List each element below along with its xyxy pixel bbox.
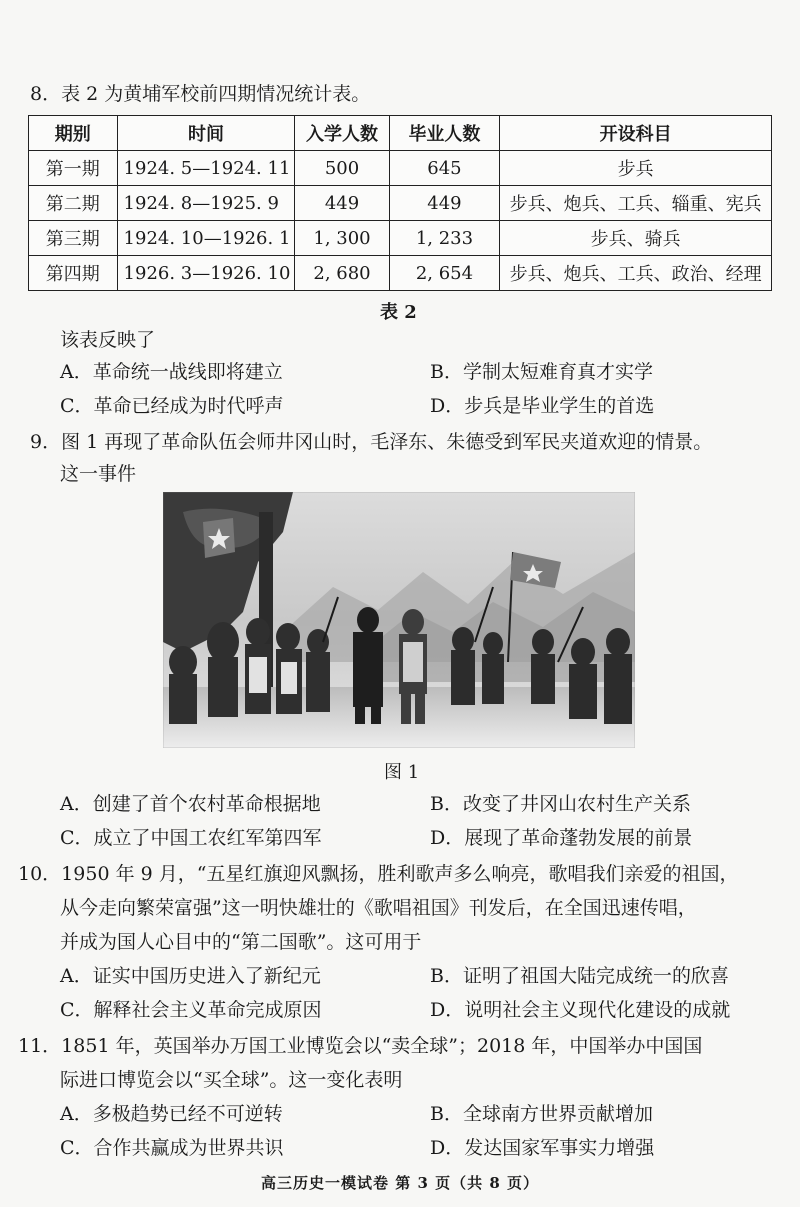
q8-option-c[interactable]: C．革命已经成为时代呼声 bbox=[60, 395, 284, 417]
q10-option-c[interactable]: C．解释社会主义革命完成原因 bbox=[60, 999, 322, 1021]
table-cell-subjects: 步兵、炮兵、工兵、辎重、宪兵 bbox=[500, 186, 772, 221]
figure-caption: 图 1 bbox=[384, 762, 420, 783]
table-cell-subjects: 步兵 bbox=[500, 151, 772, 186]
q8-option-d[interactable]: D．步兵是毕业学生的首选 bbox=[430, 395, 655, 417]
painting-illustration bbox=[163, 492, 635, 748]
table-cell-graduated: 645 bbox=[389, 151, 500, 186]
table-header-cell: 入学人数 bbox=[295, 116, 389, 151]
table-row bbox=[29, 186, 772, 221]
table-cell-period: 第二期 bbox=[29, 186, 118, 221]
q11-option-c[interactable]: C．合作共赢成为世界共识 bbox=[60, 1137, 284, 1159]
q9-option-a[interactable]: A．创建了首个农村革命根据地 bbox=[60, 793, 321, 815]
table-cell-subjects: 步兵、炮兵、工兵、政治、经理 bbox=[500, 256, 772, 291]
table-cell-graduated: 449 bbox=[389, 186, 500, 221]
table-cell-enrolled: 1, 300 bbox=[295, 221, 389, 256]
table-header-cell: 开设科目 bbox=[500, 116, 772, 151]
table-header-cell: 毕业人数 bbox=[389, 116, 500, 151]
table-cell-time: 1926. 3—1926. 10 bbox=[117, 256, 295, 291]
table-cell-period: 第三期 bbox=[29, 221, 118, 256]
q10-stem-line3: 并成为国人心目中的“第二国歌”。这可用于 bbox=[60, 931, 422, 953]
q8-table bbox=[28, 115, 772, 291]
page-footer: 高三历史一模试卷 第 3 页（共 8 页） bbox=[261, 1174, 539, 1192]
table-cell-time: 1924. 5—1924. 11 bbox=[117, 151, 295, 186]
q11-stem-line2: 际进口博览会以“买全球”。这一变化表明 bbox=[60, 1069, 403, 1091]
table-header-cell: 期别 bbox=[29, 116, 118, 151]
table-row bbox=[29, 151, 772, 186]
q10-option-b[interactable]: B．证明了祖国大陆完成统一的欣喜 bbox=[430, 965, 729, 987]
table-header-row bbox=[29, 116, 772, 151]
table-cell-time: 1924. 8—1925. 9 bbox=[117, 186, 295, 221]
table-header-cell: 时间 bbox=[117, 116, 295, 151]
q10-option-a[interactable]: A．证实中国历史进入了新纪元 bbox=[60, 965, 321, 987]
q8-option-a[interactable]: A．革命统一战线即将建立 bbox=[60, 361, 283, 383]
table-row bbox=[29, 256, 772, 291]
q10-stem-line2: 从今走向繁荣富强”这一明快雄壮的《歌唱祖国》刊发后，在全国迅速传唱， bbox=[60, 897, 697, 919]
table-row bbox=[29, 221, 772, 256]
q8-stem: 8．表 2 为黄埔军校前四期情况统计表。 bbox=[30, 83, 371, 105]
q10-stem-line1: 10．1950 年 9 月，“五星红旗迎风飘扬，胜利歌声多么响亮，歌唱我们亲爱的祖国， bbox=[18, 863, 739, 885]
q8-stem-continuation: 该表反映了 bbox=[60, 329, 156, 351]
table-cell-period: 第四期 bbox=[29, 256, 118, 291]
q11-option-a[interactable]: A．多极趋势已经不可逆转 bbox=[60, 1103, 283, 1125]
table-cell-subjects: 步兵、骑兵 bbox=[500, 221, 772, 256]
q9-option-b[interactable]: B．改变了井冈山农村生产关系 bbox=[430, 793, 691, 815]
q11-option-b[interactable]: B．全球南方世界贡献增加 bbox=[430, 1103, 653, 1125]
table-caption: 表 2 bbox=[380, 302, 417, 323]
table-cell-graduated: 2, 654 bbox=[389, 256, 500, 291]
q9-stem-line1: 9．图 1 再现了革命队伍会师井冈山时，毛泽东、朱德受到军民夹道欢迎的情景。 bbox=[30, 431, 713, 453]
table-cell-enrolled: 449 bbox=[295, 186, 389, 221]
q10-option-d[interactable]: D．说明社会主义现代化建设的成就 bbox=[430, 999, 731, 1021]
q9-stem-line2: 这一事件 bbox=[60, 463, 137, 485]
q11-stem-line1: 11．1851 年，英国举办万国工业博览会以“卖全球”；2018 年，中国举办中国国 bbox=[18, 1035, 703, 1057]
table-cell-graduated: 1, 233 bbox=[389, 221, 500, 256]
table-cell-enrolled: 500 bbox=[295, 151, 389, 186]
table-cell-time: 1924. 10—1926. 1 bbox=[117, 221, 295, 256]
q11-option-d[interactable]: D．发达国家军事实力增强 bbox=[430, 1137, 655, 1159]
q8-option-b[interactable]: B．学制太短难育真才实学 bbox=[430, 361, 653, 383]
table-cell-enrolled: 2, 680 bbox=[295, 256, 389, 291]
table-cell-period: 第一期 bbox=[29, 151, 118, 186]
figure-painting bbox=[163, 492, 635, 748]
q9-option-c[interactable]: C．成立了中国工农红军第四军 bbox=[60, 827, 322, 849]
q9-option-d[interactable]: D．展现了革命蓬勃发展的前景 bbox=[430, 827, 693, 849]
